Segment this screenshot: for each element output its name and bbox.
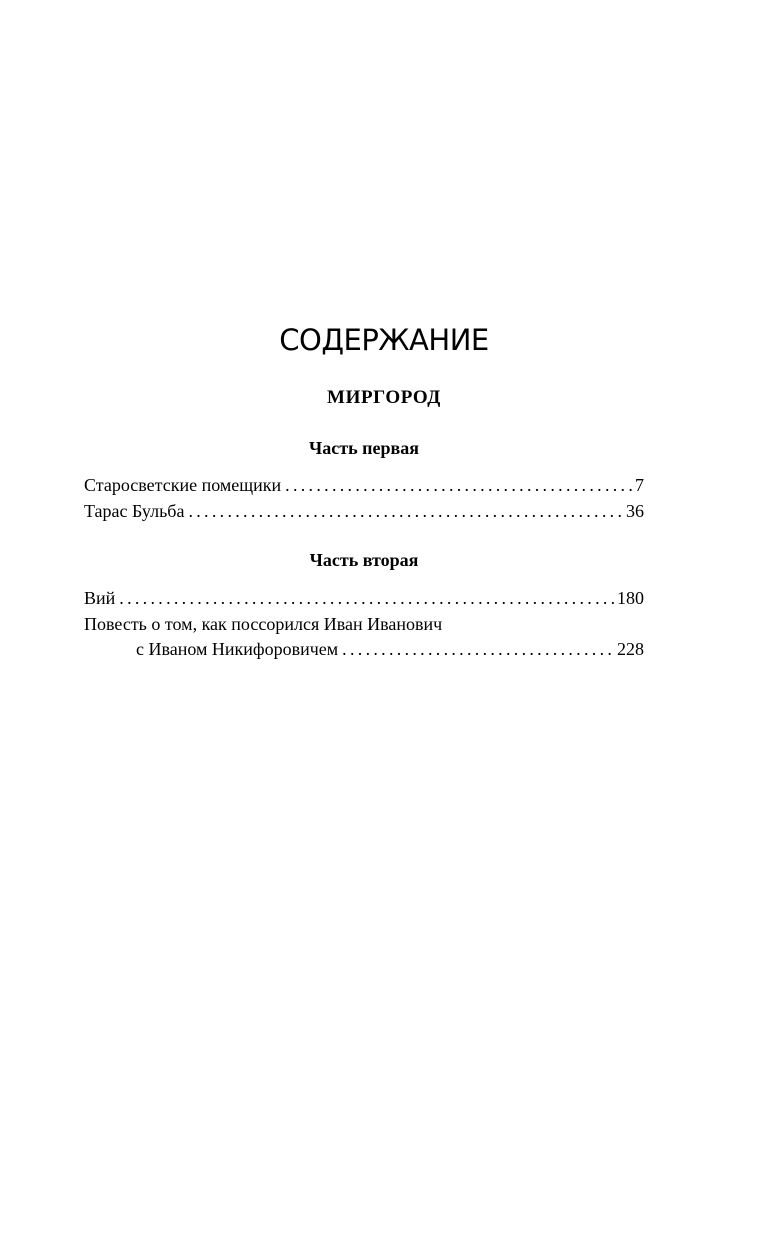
part-heading: Часть вторая	[309, 550, 419, 570]
toc-entry-page: 36	[626, 500, 644, 521]
toc-entry-title: Повесть о том, как поссорился Иван Иванович	[84, 613, 443, 634]
toc-entry-title: Вий	[84, 588, 116, 608]
toc-entry[interactable]	[84, 586, 644, 612]
toc-entry-page: 180	[617, 588, 644, 608]
toc-entry-title: Тарас Бульба	[84, 500, 185, 521]
toc-entry-title: Старосветские помещики	[84, 475, 282, 495]
toc-entry-title-continuation: с Иваном Никифоровичем	[136, 639, 339, 659]
toc-list	[84, 473, 644, 524]
dot-leader	[285, 473, 634, 499]
part-heading: Часть первая	[309, 438, 419, 458]
toc-list	[84, 586, 644, 663]
page-title: СОДЕРЖАНИЕ	[279, 323, 489, 357]
dot-leader	[342, 637, 616, 663]
toc-entry[interactable]	[84, 473, 644, 499]
toc-entry-page: 7	[635, 475, 644, 495]
book-title: МИРГОРОД	[327, 387, 441, 408]
toc-entry[interactable]	[84, 499, 644, 525]
toc-entry-page: 228	[617, 639, 644, 659]
toc-entry[interactable]	[84, 612, 644, 663]
dot-leader	[188, 499, 625, 525]
dot-leader	[119, 586, 616, 612]
